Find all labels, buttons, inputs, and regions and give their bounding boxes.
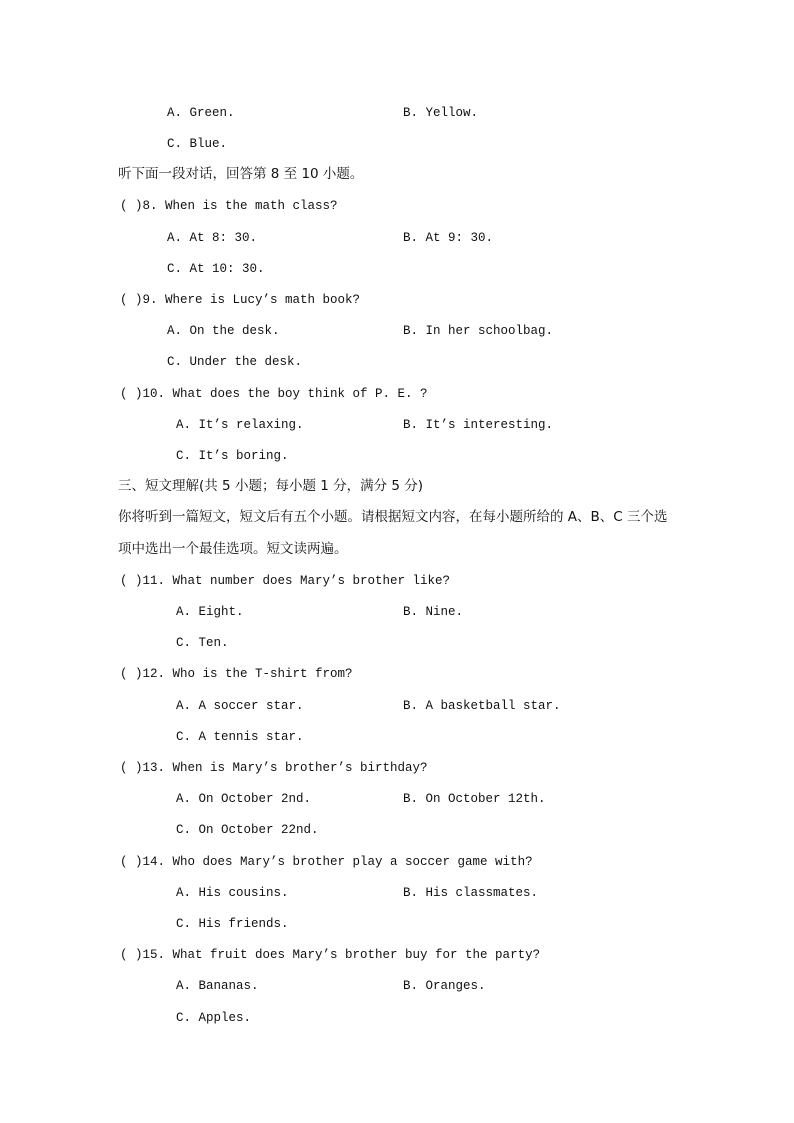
- q10-option-a: A. It’s relaxing.: [176, 418, 304, 432]
- q12-option-c: C. A tennis star.: [176, 730, 304, 744]
- q8-stem: ( )8. When is the math class?: [120, 199, 338, 213]
- q7-option-a: A. Green.: [167, 106, 235, 120]
- q9-option-b: B. In her schoolbag.: [403, 324, 554, 338]
- q15-option-b: B. Oranges.: [403, 979, 486, 993]
- q12-option-b: B. A basketball star.: [403, 699, 561, 713]
- q10-stem: ( )10. What does the boy think of P. E. ?: [120, 387, 428, 401]
- q8-option-b: B. At 9: 30.: [403, 231, 494, 245]
- q14-option-c: C. His friends.: [176, 917, 289, 931]
- q15-stem: ( )15. What fruit does Mary’s brother buy for the party?: [120, 948, 541, 962]
- section-3-heading: 三、短文理解(共 5 小题；每小题 1 分，满分 5 分): [118, 478, 424, 494]
- q13-option-b: B. On October 12th.: [403, 792, 546, 806]
- q7-option-c: C. Blue.: [167, 137, 228, 151]
- q8-option-a: A. At 8: 30.: [167, 231, 258, 245]
- q10-option-c: C. It’s boring.: [176, 449, 289, 463]
- q14-option-b: B. His classmates.: [403, 886, 539, 900]
- q10-option-b: B. It’s interesting.: [403, 418, 554, 432]
- q9-option-c: C. Under the desk.: [167, 355, 303, 369]
- q11-option-c: C. Ten.: [176, 636, 229, 650]
- q13-option-a: A. On October 2nd.: [176, 792, 312, 806]
- q14-stem: ( )14. Who does Mary’s brother play a soccer game with?: [120, 855, 533, 869]
- section-3-instruction-line2: 项中选出一个最佳选项。短文读两遍。: [118, 541, 348, 557]
- q13-stem: ( )13. When is Mary’s brother’s birthday?: [120, 761, 428, 775]
- q11-option-a: A. Eight.: [176, 605, 244, 619]
- q12-option-a: A. A soccer star.: [176, 699, 304, 713]
- q9-stem: ( )9. Where is Lucy’s math book?: [120, 293, 361, 307]
- q9-option-a: A. On the desk.: [167, 324, 280, 338]
- instruction-8-10: 听下面一段对话，回答第 8 至 10 小题。: [118, 166, 364, 182]
- q15-option-a: A. Bananas.: [176, 979, 259, 993]
- section-3-instruction-line1: 你将听到一篇短文，短文后有五个小题。请根据短文内容，在每小题所给的 A、B、C 三个选: [118, 509, 668, 525]
- q15-option-c: C. Apples.: [176, 1011, 252, 1025]
- q12-stem: ( )12. Who is the T-shirt from?: [120, 667, 353, 681]
- q14-option-a: A. His cousins.: [176, 886, 289, 900]
- q11-stem: ( )11. What number does Mary’s brother like?: [120, 574, 451, 588]
- q8-option-c: C. At 10: 30.: [167, 262, 265, 276]
- q13-option-c: C. On October 22nd.: [176, 823, 319, 837]
- q7-option-b: B. Yellow.: [403, 106, 479, 120]
- q11-option-b: B. Nine.: [403, 605, 464, 619]
